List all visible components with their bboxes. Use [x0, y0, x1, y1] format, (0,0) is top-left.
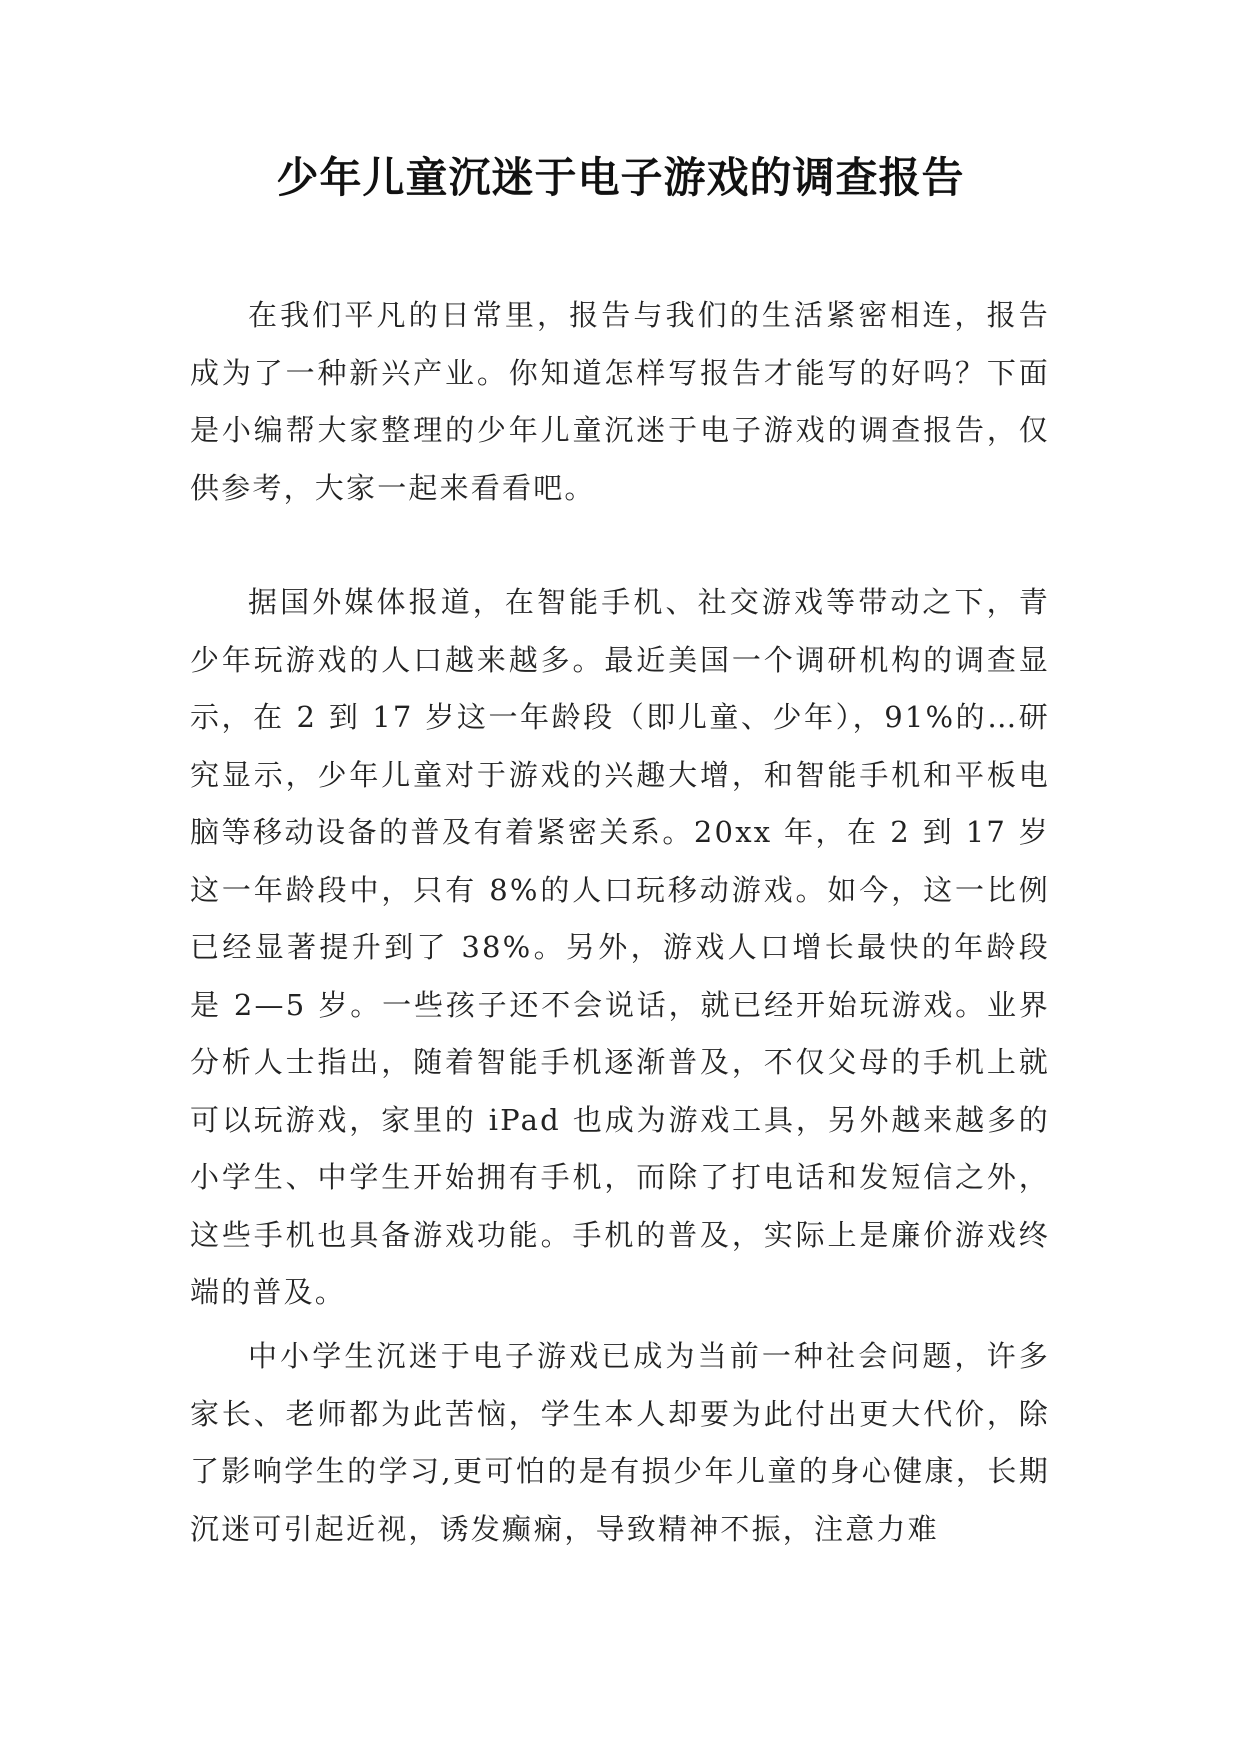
paragraph-media-report: 据国外媒体报道，在智能手机、社交游戏等带动之下，青少年玩游戏的人口越来越多。最近美国一个调研机构的调查显示，在 2 到 17 岁这一年龄段（即儿童、少年），91%的…研究显示，少年儿童对于游戏的兴趣大增，和智能手机和平板电脑等移动设备的普及有着紧密关系。20xx 年，在 2 到 17 岁这一年龄段中，只有 8%的人口玩移动游戏。如今，这一比例已经显著提升到了 38%。另外，游戏人口增长最快的年龄段是 2—5 岁。一些孩子还不会说话，就已经开始玩游戏。业界分析人士指出，随着智能手机逐渐普及，不仅父母的手机上就可以玩游戏，家里的 iPad 也成为游戏工具，另外越来越多的小学生、中学生开始拥有手机，而除了打电话和发短信之外，这些手机也具备游戏功能。手机的普及，实际上是廉价游戏终端的普及。 — [190, 585, 1050, 1309]
paragraph-intro-block — [190, 287, 1050, 517]
paragraph-intro: 在我们平凡的日常里，报告与我们的生活紧密相连，报告成为了一种新兴产业。你知道怎样写报告才能写的好吗？下面是小编帮大家整理的少年儿童沉迷于电子游戏的调查报告，仅供参考，大家一起来看看吧。 — [190, 298, 1050, 505]
paragraph-social-problem-block — [190, 1328, 1050, 1558]
paragraph-social-problem: 中小学生沉迷于电子游戏已成为当前一种社会问题，许多家长、老师都为此苦恼，学生本人却要为此付出更大代价，除了影响学生的学习,更可怕的是有损少年儿童的身心健康，长期沉迷可引起近视，诱发癫痫，导致精神不振，注意力难 — [190, 1339, 1050, 1546]
paragraph-media-report-block — [190, 574, 1050, 1322]
document-title: 少年儿童沉迷于电子游戏的调查报告 — [276, 153, 965, 202]
